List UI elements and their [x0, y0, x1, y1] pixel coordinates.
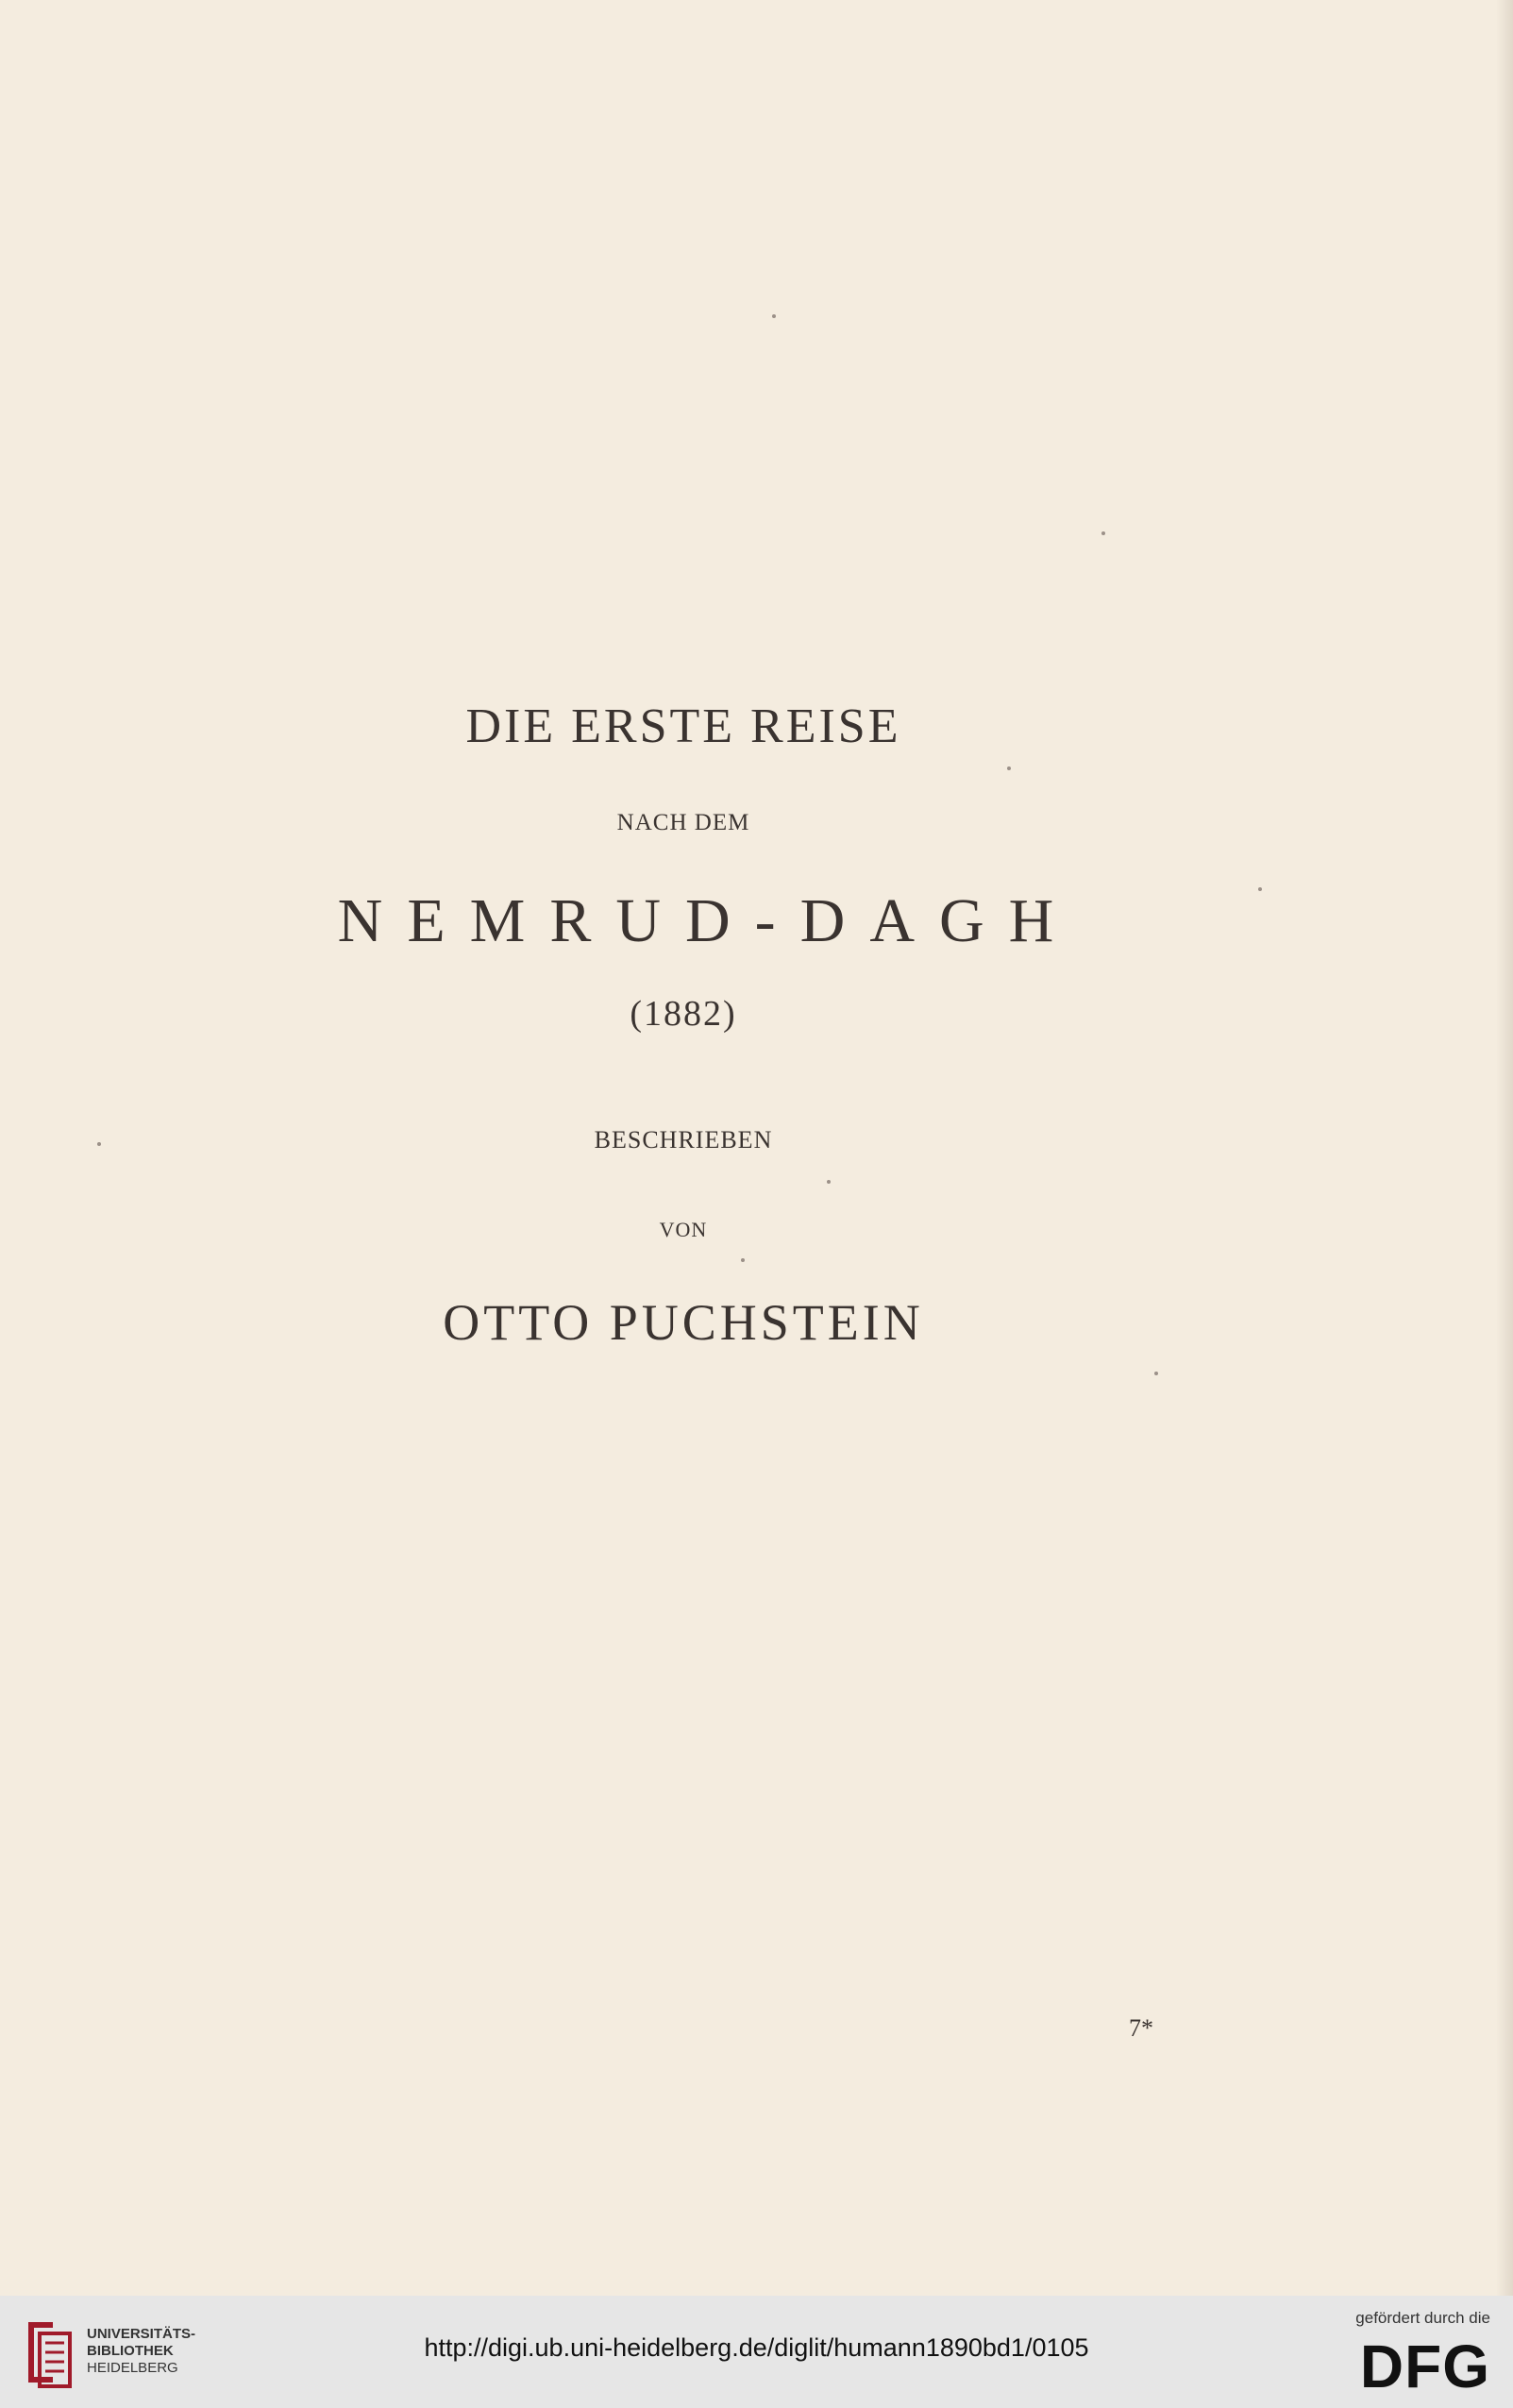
von-label: VON	[659, 1218, 708, 1241]
scan-speck	[772, 314, 776, 318]
scan-speck	[741, 1258, 745, 1262]
scan-speck	[827, 1180, 831, 1184]
document-url-link[interactable]: http://digi.ub.uni-heidelberg.de/diglit/humann1890bd1/0105	[424, 2333, 1089, 2362]
title-line-3: NEMRUD-DAGH	[337, 886, 1079, 955]
library-line-1: UNIVERSITÄTS-	[87, 2326, 196, 2342]
funded-by-label: gefördert durch die	[1355, 2309, 1490, 2327]
scan-speck	[1007, 766, 1011, 770]
described-label: BESCHRIEBEN	[594, 1126, 773, 1153]
page-number: 7*	[1129, 2014, 1153, 2042]
title-year: (1882)	[630, 994, 737, 1034]
footer-bar	[0, 2296, 1513, 2408]
dfg-logo: DFG	[1359, 2332, 1490, 2400]
scan-speck	[1154, 1372, 1158, 1375]
title-line-2: NACH DEM	[616, 810, 750, 835]
scan-speck	[1101, 531, 1105, 535]
author-name: OTTO PUCHSTEIN	[443, 1294, 924, 1351]
title-line-1: DIE ERSTE REISE	[465, 699, 901, 753]
library-line-2: BIBLIOTHEK	[87, 2343, 174, 2359]
library-line-3: HEIDELBERG	[87, 2360, 178, 2376]
